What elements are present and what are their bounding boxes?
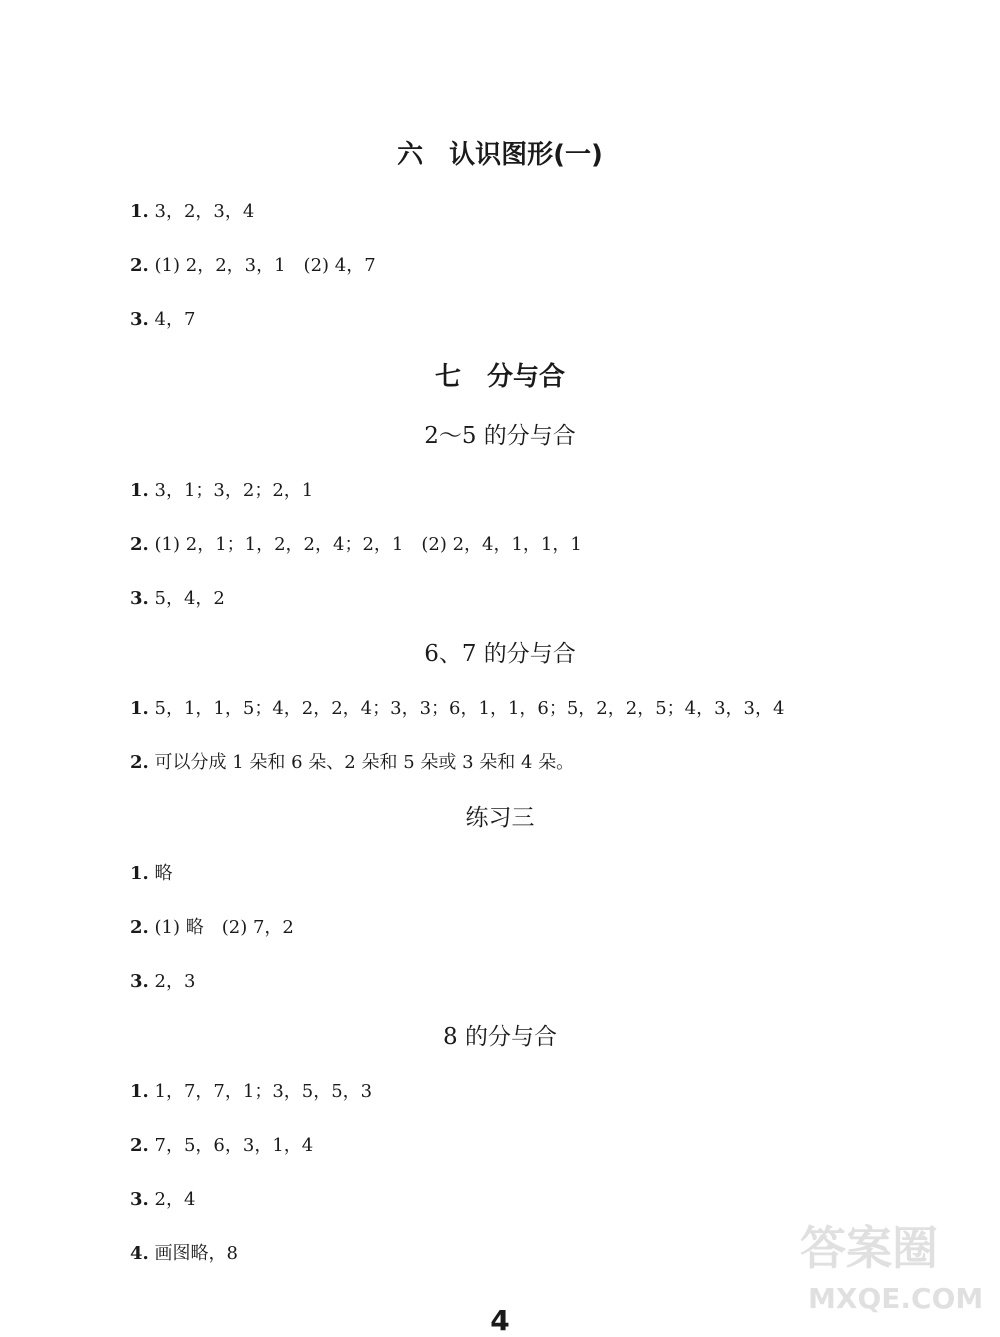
answer-text: (1) 略 (2) 7，2 — [148, 917, 294, 938]
watermark-url: MXQE.COM — [808, 1282, 984, 1315]
answer-number: 3. — [130, 971, 149, 992]
answer-item — [130, 200, 254, 224]
answer-text: 画图略，8 — [148, 1243, 238, 1264]
section-title-6: 六 认识图形(一) — [397, 140, 603, 170]
answer-item — [130, 862, 173, 886]
answer-item — [130, 1242, 238, 1266]
answer-item — [130, 916, 294, 940]
watermark-text: 答案圈 — [800, 1221, 938, 1275]
answer-number: 1. — [130, 863, 149, 884]
answer-item — [130, 970, 195, 994]
subsection-title-6-7: 6、7 的分与合 — [424, 641, 576, 667]
answer-number: 2. — [130, 255, 149, 276]
answer-text: 4，7 — [148, 309, 196, 330]
answer-number: 1. — [130, 698, 149, 719]
answer-item — [130, 587, 225, 611]
page-number: 4 — [490, 1304, 510, 1337]
answer-text: 2，3 — [148, 971, 196, 992]
answer-number: 2. — [130, 1135, 149, 1156]
answer-number: 2. — [130, 917, 149, 938]
answer-text: 7，5，6，3，1，4 — [148, 1135, 314, 1156]
answer-text: (1) 2，1；1，2，2，4；2，1 (2) 2，4，1，1，1 — [148, 534, 582, 555]
answer-number: 3. — [130, 309, 149, 330]
answer-text: 3，2，3，4 — [148, 201, 255, 222]
answer-number: 4. — [130, 1243, 149, 1264]
subsection-title-practice-3: 练习三 — [465, 805, 535, 831]
answer-text: 2，4 — [148, 1189, 196, 1210]
subsection-title-2-5: 2～5 的分与合 — [424, 423, 576, 449]
answer-item — [130, 308, 195, 332]
section-title-7: 七 分与合 — [434, 362, 565, 392]
answer-number: 2. — [130, 534, 149, 555]
answer-item — [130, 1134, 313, 1158]
answer-number: 3. — [130, 1189, 149, 1210]
answer-text: 5，4，2 — [148, 588, 225, 609]
answer-number: 1. — [130, 201, 149, 222]
answer-text: 3，1；3，2；2，1 — [148, 480, 314, 501]
answer-text: 1，7，7，1；3，5，5，3 — [148, 1081, 373, 1102]
answer-text: 5，1，1，5；4，2，2，4；3，3；6，1，1，6；5，2，2，5；4，3，3，4 — [148, 698, 785, 719]
answer-item — [130, 751, 574, 775]
answer-item — [130, 1188, 195, 1212]
answer-text: 略 — [148, 863, 173, 884]
answer-item — [130, 1080, 372, 1104]
answer-item — [130, 479, 313, 503]
answer-item — [130, 533, 582, 557]
answer-text: (1) 2，2，3，1 (2) 4，7 — [148, 255, 376, 276]
answer-item — [130, 697, 784, 721]
answer-number: 3. — [130, 588, 149, 609]
answer-number: 1. — [130, 480, 149, 501]
answer-text: 可以分成 1 朵和 6 朵、2 朵和 5 朵或 3 朵和 4 朵。 — [148, 752, 575, 773]
answer-number: 2. — [130, 752, 149, 773]
answer-number: 1. — [130, 1081, 149, 1102]
answer-item — [130, 254, 376, 278]
subsection-title-8: 8 的分与合 — [443, 1024, 557, 1050]
